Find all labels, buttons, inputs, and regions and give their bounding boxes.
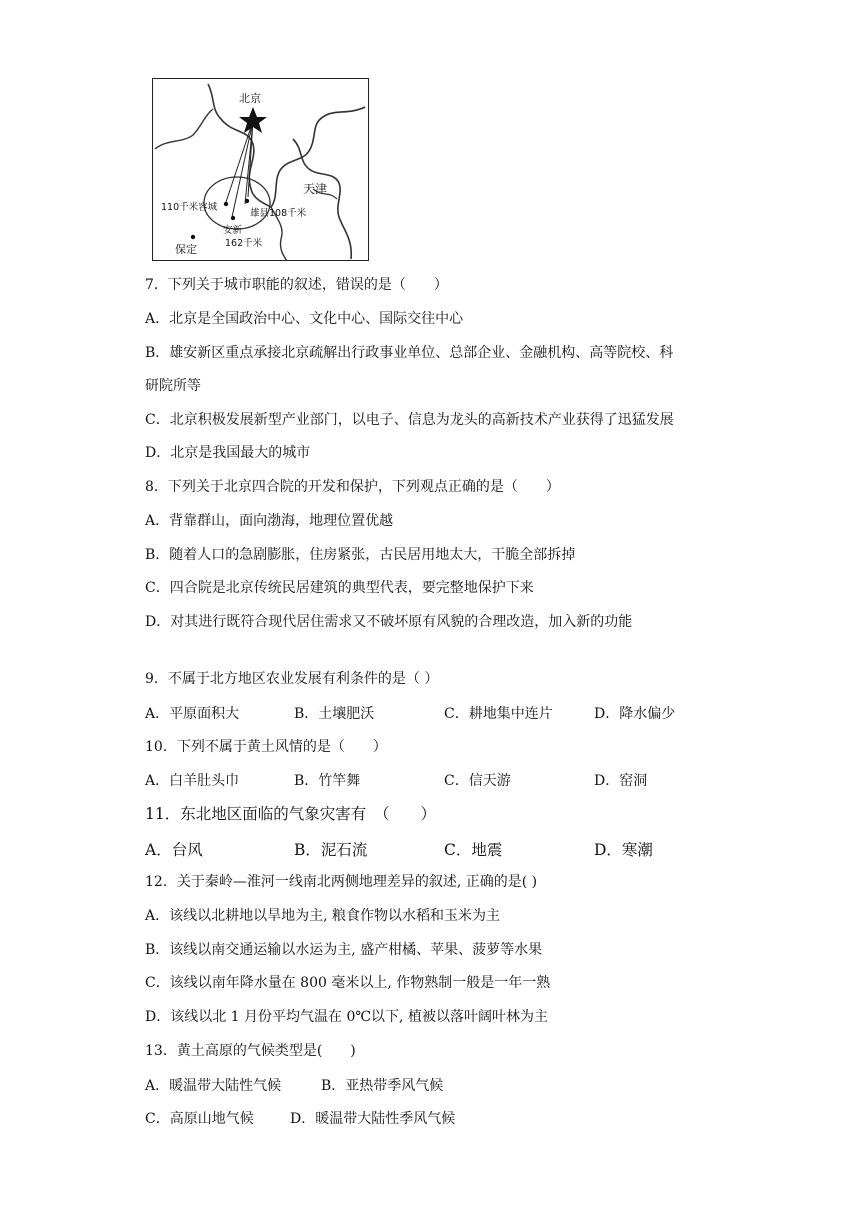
- q7-option-c: C．北京积极发展新型产业部门，以电子、信息为龙头的高新技术产业获得了迅猛发展: [145, 412, 674, 428]
- q13-stem: 13．黄土高原的气候类型是( ): [145, 1043, 356, 1059]
- q8-option-d: D．对其进行既符合现代居住需求又不破坏原有风貌的合理改造，加入新的功能: [145, 614, 633, 630]
- map-label-baoding: 保定: [175, 243, 197, 256]
- q12-option-c: C．该线以南年降水量在 800 毫米以上, 作物熟制一般是一年一熟: [145, 975, 551, 991]
- q7-stem: 7．下列关于城市职能的叙述，错误的是（ ）: [145, 277, 448, 293]
- q13-option-a: A．暖温带大陆性气候: [145, 1078, 282, 1094]
- q11-option-b: B．泥石流: [294, 841, 368, 859]
- q13-option-b: B．亚热带季风气候: [321, 1078, 444, 1094]
- q7-option-a: A．北京是全国政治中心、文化中心、国际交往中心: [145, 311, 464, 327]
- q12-option-d: D．该线以北 1 月份平均气温在 0℃以下, 植被以落叶阔叶林为主: [145, 1009, 548, 1025]
- map-label-rongcheng: 110千米容城: [161, 202, 218, 213]
- q8-option-b: B．随着人口的急剧膨胀，住房紧张，古民居用地太大，干脆全部拆掉: [145, 547, 576, 563]
- q12-option-b: B．该线以南交通运输以水运为主, 盛产柑橘、苹果、菠萝等水果: [145, 942, 543, 958]
- q10-option-d: D．窑洞: [594, 773, 648, 789]
- q10-option-b: B．竹竿舞: [294, 773, 361, 789]
- q11-option-a: A．台风: [145, 841, 203, 859]
- q12-option-a: A．该线以北耕地以旱地为主, 粮食作物以水稻和玉米为主: [145, 908, 501, 924]
- q12-stem: 12．关于秦岭—淮河一线南北两侧地理差异的叙述, 正确的是( ): [145, 874, 538, 890]
- map-label-beijing: 北京: [239, 92, 261, 105]
- q9-option-b: B．土壤肥沃: [294, 706, 375, 722]
- map-label-anxin-distance: 162千米: [225, 238, 263, 249]
- q8-option-a: A．背靠群山，面向渤海，地理位置优越: [145, 513, 394, 529]
- q9-option-a: A．平原面积大: [145, 706, 240, 722]
- map-label-anxin: 安新: [223, 225, 243, 236]
- map-label-tianjin: 天津: [303, 182, 328, 196]
- q13-option-d: D．暖温带大陆性季风气候: [290, 1111, 456, 1127]
- q10-stem: 10．下列不属于黄土风情的是（ ）: [145, 739, 387, 755]
- q8-option-c: C．四合院是北京传统民居建筑的典型代表，要完整地保护下来: [145, 580, 534, 596]
- q11-option-c: C．地震: [444, 841, 503, 859]
- q8-stem: 8．下列关于北京四合院的开发和保护，下列观点正确的是（ ）: [145, 479, 560, 495]
- q7-option-d: D．北京是我国最大的城市: [145, 445, 311, 461]
- q13-option-c: C．高原山地气候: [145, 1111, 254, 1127]
- q10-option-a: A．白羊肚头巾: [145, 773, 240, 789]
- map-figure: [152, 78, 369, 261]
- map-label-xiongxian: 雄县108千米: [250, 208, 307, 219]
- q9-stem: 9．不属于北方地区农业发展有利条件的是（ ）: [145, 671, 439, 687]
- q9-option-d: D．降水偏少: [594, 706, 676, 722]
- q11-option-d: D．寒潮: [594, 841, 653, 859]
- q7-option-b-continued: 研院所等: [145, 378, 201, 394]
- q11-stem: 11．东北地区面临的气象灾害有 （ ）: [145, 805, 436, 823]
- q10-option-c: C．信天游: [444, 773, 511, 789]
- q9-option-c: C．耕地集中连片: [444, 706, 553, 722]
- q7-option-b: B．雄安新区重点承接北京疏解出行政事业单位、总部企业、金融机构、高等院校、科: [145, 345, 674, 361]
- beijing-star-icon: [239, 107, 267, 133]
